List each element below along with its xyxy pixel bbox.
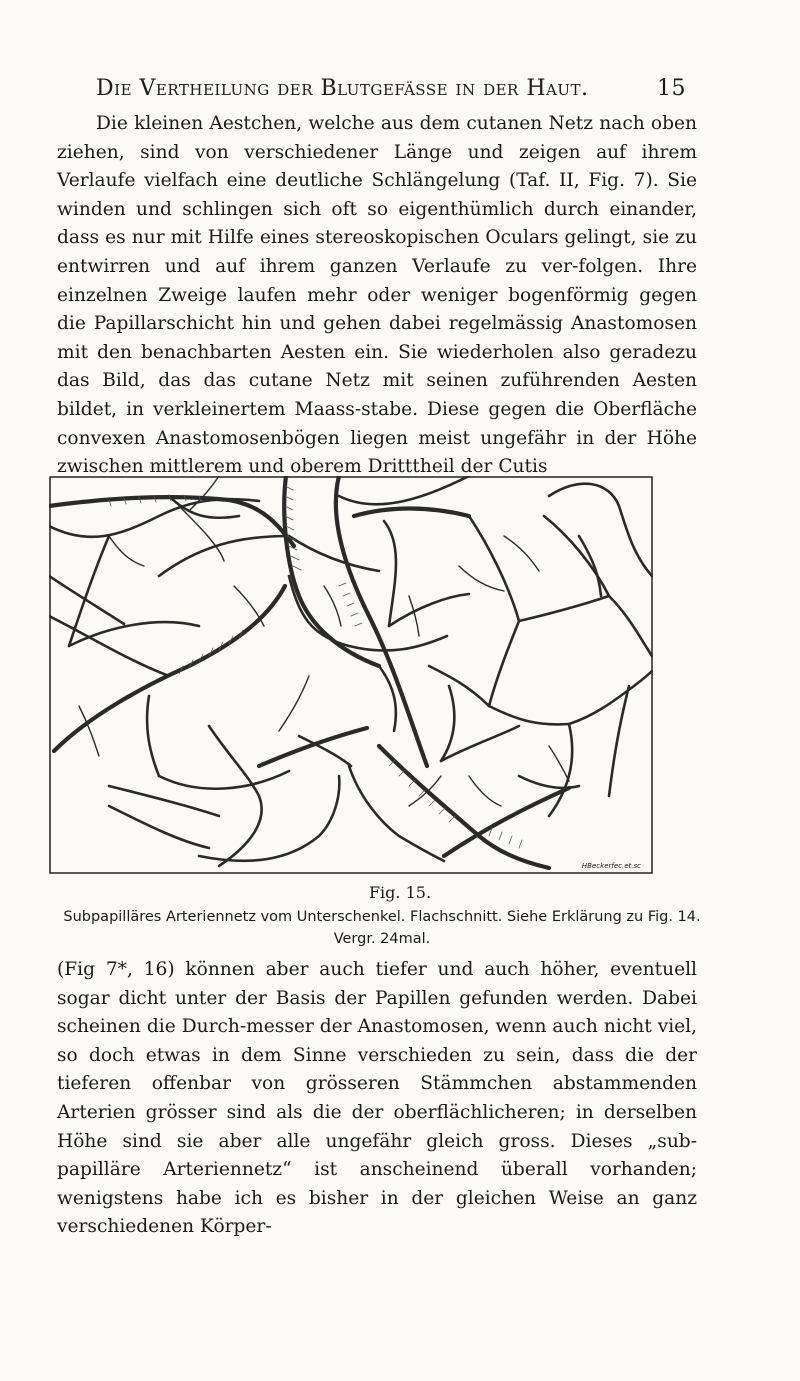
vessel-network-illustration xyxy=(49,476,653,874)
figure-caption xyxy=(57,906,707,950)
running-title: Die Vertheilung der Blutgefässe in der Haut. xyxy=(96,76,589,101)
engraver-signature: HBeckerfec.et.sc xyxy=(581,862,641,870)
caption-line-1: Subpapilläres Arteriennetz vom Unterschenkel. Flachschnitt. Siehe Erklärung zu Fig. 14. xyxy=(63,909,701,925)
figure-frame xyxy=(50,477,652,873)
caption-line-2: Vergr. 24mal. xyxy=(333,931,431,947)
figure-arterial-network xyxy=(49,476,653,874)
body-paragraph-2: (Fig 7*, 16) können aber auch tiefer und auch höher, eventuell sogar dicht unter der Basis der Papillen gefunden werden. Dabei scheinen die Durch-messer der Anastomosen, wenn auch nicht viel, so doch etwas in dem Sinne verschieden zu sein, dass die der tieferen offenbar von grösseren Stämmchen abstammenden Arterien grösser sind als die der oberflächlicheren; in derselben Höhe sind sie aber alle ungefähr gleich gross. Dieses „sub-papilläre Arteriennetz“ ist anscheinend überall vorhanden; wenigstens habe ich es bisher in der gleichen Weise an ganz verschiedenen Körper- xyxy=(57,959,697,1238)
figure-label: Fig. 15. xyxy=(368,883,432,902)
body-paragraph-1: Die kleinen Aestchen, welche aus dem cutanen Netz nach oben ziehen, sind von verschiedener Länge und zeigen auf ihrem Verlaufe vielfach eine deutliche Schlängelung (Taf. II, Fig. 7). Sie winden und schlingen sich oft so eigenthümlich durch einander, dass es nur mit Hilfe eines stereoskopischen Oculars gelingt, sie zu entwirren und auf ihrem ganzen Verlaufe zu ver-folgen. Ihre einzelnen Zweige laufen mehr oder weniger bogenförmig gegen die Papillarschicht hin und gehen dabei regelmässig Anastomosen mit den benachbarten Aesten ein. Sie wiederholen also geradezu das Bild, das das cutane Netz mit seinen zuführenden Aesten bildet, in verkleinertem Maass-stabe. Diese gegen die Oberfläche convexen Anastomosenbögen liegen meist ungefähr in der Höhe zwischen mittlerem und oberem Dritttheil der Cutis xyxy=(57,113,697,478)
running-header xyxy=(96,76,686,101)
page-number: 15 xyxy=(657,76,686,101)
